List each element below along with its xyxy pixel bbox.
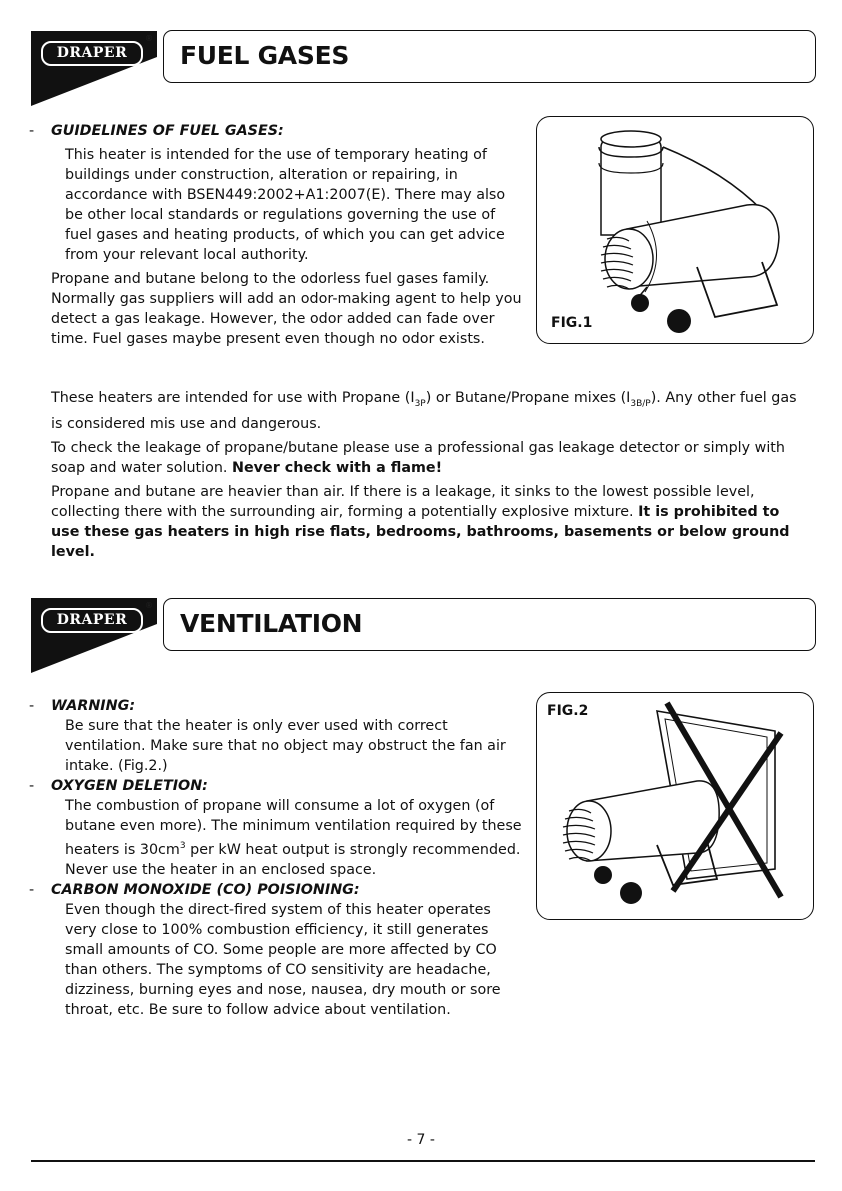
page-number: - 7 - xyxy=(407,1132,435,1148)
section-title: FUEL GASES xyxy=(180,41,350,70)
section-title: VENTILATION xyxy=(180,609,363,638)
fuel-gases-details xyxy=(51,388,811,566)
figure-2 xyxy=(536,692,814,920)
bullet-dash: - xyxy=(29,778,35,794)
heavier-than-air-paragraph: Propane and butane are heavier than air. If there is a leakage, it sinks to the lowest possible level, collecting there with the surrounding air, forming a potentially explosive mixture. It is prohibited to use these gas heaters in high rise flats, bedrooms, bathrooms, basements or below ground level. xyxy=(51,483,790,560)
warning-paragraph: Be sure that the heater is only ever used with correct ventilation. Make sure that no object may obstruct the fan air intake. (Fig.2.) xyxy=(65,718,506,774)
guidelines-paragraph-2: Propane and butane belong to the odorless fuel gases family. Normally gas suppliers will add an odor-making agent to help you detect a gas leakage. However, the odor added can fade over time. Fuel gases maybe present even though no odor exists. xyxy=(51,271,522,347)
obstructed-heater-illustration xyxy=(537,693,813,919)
logo-text: DRAPER xyxy=(41,608,143,633)
oxygen-deletion-paragraph: The combustion of propane will consume a lot of oxygen (of butane even more). The minimum ventilation required by these heaters is $30cm^3$ per kW heat output is strongly recommended. Never use the heater in an enclosed space. xyxy=(65,798,522,878)
figure-1 xyxy=(536,116,814,344)
bullet-dash: - xyxy=(29,123,35,139)
logo-text: DRAPER xyxy=(41,41,143,66)
registered-mark: ® xyxy=(145,601,153,610)
fuel-types-paragraph: These heaters are intended for use with Propane $(I_{3P})$ or Butane/Propane mixes $(I_{3B/P})$. Any other fuel gas is considered mis use and dangerous. xyxy=(51,390,797,432)
heater-with-gas-bottle-illustration xyxy=(537,117,813,343)
carbon-monoxide-paragraph: Even though the direct-fired system of this heater operates very close to 100% combustion efficiency, it still generates small amounts of CO. Some people are more affected by CO than others. The symptoms of CO sensitivity are headache, dizziness, burning eyes and nose, nausea, dry mouth or sore throat, etc. Be sure to follow advice about ventilation. xyxy=(65,901,501,1018)
ventilation-text xyxy=(29,696,526,1020)
section-title-box xyxy=(163,598,816,651)
draper-logo xyxy=(31,598,157,673)
figure-label: FIG.2 xyxy=(547,703,589,719)
carbon-monoxide-heading: CARBON MONOXIDE (CO) POISIONING: xyxy=(51,881,360,898)
section-title-box xyxy=(163,30,816,83)
bullet-dash: - xyxy=(29,698,35,714)
guidelines-heading: GUIDELINES OF FUEL GASES: xyxy=(51,123,284,139)
oxygen-deletion-heading: OXYGEN DELETION: xyxy=(51,778,208,794)
fuel-gases-guidelines xyxy=(29,121,526,353)
draper-logo xyxy=(31,31,157,106)
registered-mark: ® xyxy=(145,34,153,43)
footer-rule xyxy=(31,1160,815,1162)
warning-heading: WARNING: xyxy=(51,698,136,714)
leak-check-paragraph: To check the leakage of propane/butane please use a professional gas leakage detector or simply with soap and water solution. Never check with a flame! xyxy=(51,439,785,476)
figure-label: FIG.1 xyxy=(551,315,593,331)
guidelines-paragraph-1: This heater is intended for the use of temporary heating of buildings under construction, alteration or repairing, in accordance with BSEN449:2002+A1:2007(E). There may also be other local standards or regulations governing the use of fuel gases and heating products, of which you can get advice from your relevant local authority. xyxy=(65,147,506,263)
bullet-dash: - xyxy=(29,881,35,898)
